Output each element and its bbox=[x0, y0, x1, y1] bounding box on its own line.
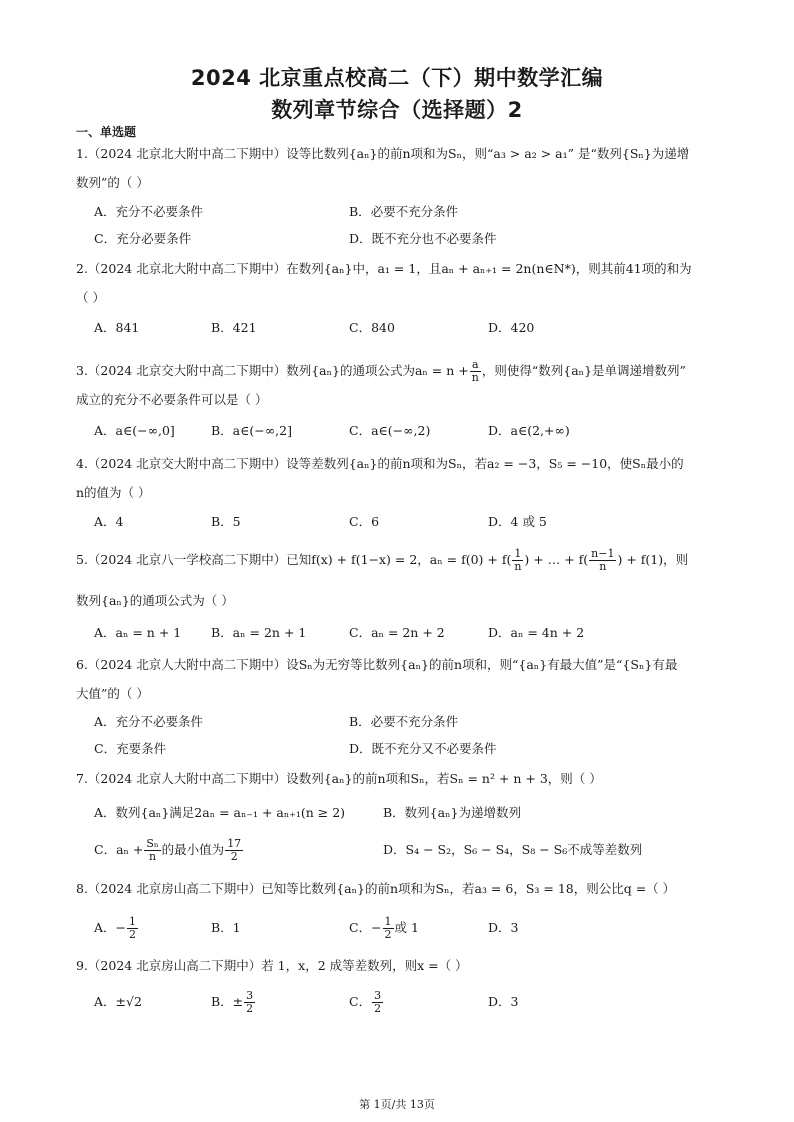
q9-c-fraction bbox=[372, 990, 383, 1015]
q1-stem-line2: 数列”的（ ） bbox=[76, 175, 149, 190]
q8-stem-line1: 8.（2024 北京房山高二下期中）已知等比数列{aₙ}的前n项和为Sₙ，若a₃ = 6，S₃ = 18，则公比q =（ ） bbox=[76, 881, 676, 896]
q8-option-d: D．3 bbox=[488, 920, 519, 935]
q8-c-num: 1 bbox=[384, 915, 392, 928]
q4-stem-line1: 4.（2024 北京交大附中高二下期中）设等差数列{aₙ}的前n项和为Sₙ，若a₂ = −3，S₅ = −10，使Sₙ最小的 bbox=[76, 456, 684, 471]
q7-option-c bbox=[94, 835, 244, 865]
q6-option-a: A．充分不必要条件 bbox=[94, 714, 204, 729]
q5-frac1-num: 1 bbox=[512, 548, 523, 561]
q9-c-num: 3 bbox=[374, 989, 382, 1002]
q1-option-d: D．既不充分也不必要条件 bbox=[349, 231, 497, 246]
q9-option-d: D．3 bbox=[488, 994, 519, 1009]
q8-option-b: B．1 bbox=[211, 920, 241, 935]
q3-option-c: C．a∈(−∞,2) bbox=[349, 423, 431, 438]
q6-option-c: C．充要条件 bbox=[94, 741, 167, 756]
q3-option-d: D．a∈(2,+∞) bbox=[488, 423, 570, 438]
q4-stem-line2: n的值为（ ） bbox=[76, 485, 151, 500]
q5-option-a: A．aₙ = n + 1 bbox=[94, 625, 182, 640]
q8-c-den: 2 bbox=[384, 928, 392, 941]
q9-c-prefix: C． bbox=[349, 994, 372, 1009]
q7-c-frac-den: n bbox=[148, 850, 157, 863]
q8-a-prefix: A．− bbox=[94, 920, 127, 935]
q7-stem-line1: 7.（2024 北京人大附中高二下期中）设数列{aₙ}的前n项和Sₙ，若Sₙ = n² + n + 3，则（ ） bbox=[76, 771, 602, 786]
q7-c-fraction bbox=[144, 838, 160, 863]
q6-stem-line2: 大值”的（ ） bbox=[76, 686, 149, 701]
q1-stem-line1: 1.（2024 北京北大附中高二下期中）设等比数列{aₙ}的前n项和为Sₙ，则“a₃ > a₂ > a₁” 是“数列{Sₙ}为递增 bbox=[76, 146, 690, 161]
q7-option-b: B．数列{aₙ}为递增数列 bbox=[383, 805, 521, 820]
q6-option-b: B．必要不充分条件 bbox=[349, 714, 459, 729]
q3-stem-line2: 成立的充分不必要条件可以是（ ） bbox=[76, 392, 268, 407]
q4-option-d: D．4 或 5 bbox=[488, 514, 547, 529]
q5-stem-line1 bbox=[76, 545, 688, 575]
q4-option-b: B．5 bbox=[211, 514, 241, 529]
q8-a-num: 1 bbox=[129, 915, 137, 928]
doc-title-line2: 数列章节综合（选择题）2 bbox=[271, 98, 523, 122]
q5-frac1-den: n bbox=[514, 560, 522, 573]
q7-option-a: A．数列{aₙ}满足2aₙ = aₙ₋₁ + aₙ₊₁(n ≥ 2) bbox=[94, 805, 346, 820]
q5-stem-part2: ) + … + f( bbox=[524, 552, 589, 567]
q1-option-a: A．充分不必要条件 bbox=[94, 204, 204, 219]
q5-fraction-1 bbox=[512, 548, 523, 573]
q2-option-d: D．420 bbox=[488, 320, 535, 335]
q5-stem-part1: 5.（2024 北京八一学校高二下期中）已知f(x) + f(1−x) = 2，aₙ = f(0) + f( bbox=[76, 552, 512, 567]
q9-b-den: 2 bbox=[246, 1002, 254, 1015]
q9-b-prefix: B．± bbox=[211, 994, 244, 1009]
q4-option-c: C．6 bbox=[349, 514, 380, 529]
q2-option-c: C．840 bbox=[349, 320, 395, 335]
q2-stem-line1: 2.（2024 北京北大附中高二下期中）在数列{aₙ}中，a₁ = 1，且aₙ + aₙ₊₁ = 2n(n∈N*)，则其前41项的和为 bbox=[76, 261, 692, 276]
q5-frac2-num: n−1 bbox=[591, 547, 615, 560]
q3-stem-line1 bbox=[76, 356, 686, 386]
q8-a-fraction bbox=[127, 916, 138, 941]
q7-c-part2: 的最小值为 bbox=[161, 842, 225, 857]
q4-option-a: A．4 bbox=[94, 514, 124, 529]
q3-stem-part1: 3.（2024 北京交大附中高二下期中）数列{aₙ}的通项公式为aₙ = n + bbox=[76, 363, 469, 378]
q9-option-c bbox=[349, 987, 384, 1017]
q8-c-fraction bbox=[383, 916, 394, 941]
q6-stem-line1: 6.（2024 北京人大附中高二下期中）设Sₙ为无穷等比数列{aₙ}的前n项和，则“{aₙ}有最大值”是“{Sₙ}有最 bbox=[76, 657, 678, 672]
q1-option-b: B．必要不充分条件 bbox=[349, 204, 459, 219]
q7-c-frac-num: Sₙ bbox=[146, 837, 159, 850]
q3-option-a: A．a∈(−∞,0] bbox=[94, 423, 175, 438]
q9-stem-line1: 9.（2024 北京房山高二下期中）若 1，x，2 成等差数列，则x =（ ） bbox=[76, 958, 468, 973]
q2-option-b: B．421 bbox=[211, 320, 257, 335]
q7-option-d: D．S₄ − S₂，S₆ − S₄，S₈ − S₆不成等差数列 bbox=[383, 842, 643, 857]
q7-c-val-num: 17 bbox=[227, 837, 242, 850]
q5-option-b: B．aₙ = 2n + 1 bbox=[211, 625, 307, 640]
page-footer: 第 1页/共 13页 bbox=[359, 1098, 435, 1111]
q5-option-c: C．aₙ = 2n + 2 bbox=[349, 625, 445, 640]
q9-b-fraction bbox=[244, 990, 255, 1015]
q5-frac2-den: n bbox=[599, 560, 607, 573]
q3-frac-num: a bbox=[470, 359, 481, 372]
q9-c-den: 2 bbox=[374, 1002, 382, 1015]
q7-c-val-den: 2 bbox=[230, 850, 238, 863]
q3-stem-part2: ，则使得“数列{aₙ}是单调递增数列” bbox=[481, 363, 686, 378]
q5-stem-line2: 数列{aₙ}的通项公式为（ ） bbox=[76, 593, 234, 608]
q7-c-value bbox=[225, 838, 243, 863]
q3-option-b: B．a∈(−∞,2] bbox=[211, 423, 292, 438]
section-heading: 一、单选题 bbox=[76, 125, 137, 139]
q8-option-a bbox=[94, 913, 139, 943]
q7-c-part1: C．aₙ + bbox=[94, 842, 144, 857]
q3-fraction bbox=[470, 359, 481, 384]
q3-frac-den: n bbox=[471, 371, 479, 384]
q9-option-a: A．±√2 bbox=[94, 994, 142, 1009]
q8-option-c bbox=[349, 913, 419, 943]
q8-a-den: 2 bbox=[129, 928, 137, 941]
doc-title-line1: 2024 北京重点校高二（下）期中数学汇编 bbox=[190, 66, 604, 90]
q6-option-d: D．既不充分又不必要条件 bbox=[349, 741, 497, 756]
q5-stem-part3: ) + f(1)，则 bbox=[617, 552, 689, 567]
q5-option-d: D．aₙ = 4n + 2 bbox=[488, 625, 585, 640]
q2-option-a: A．841 bbox=[94, 320, 140, 335]
q5-fraction-2 bbox=[589, 548, 616, 573]
q2-stem-line2: （ ） bbox=[76, 290, 105, 305]
q9-option-b bbox=[211, 987, 256, 1017]
q8-c-suffix: 或 1 bbox=[394, 920, 419, 935]
q1-option-c: C．充分必要条件 bbox=[94, 231, 192, 246]
q8-c-prefix: C．− bbox=[349, 920, 382, 935]
q9-b-num: 3 bbox=[246, 989, 254, 1002]
